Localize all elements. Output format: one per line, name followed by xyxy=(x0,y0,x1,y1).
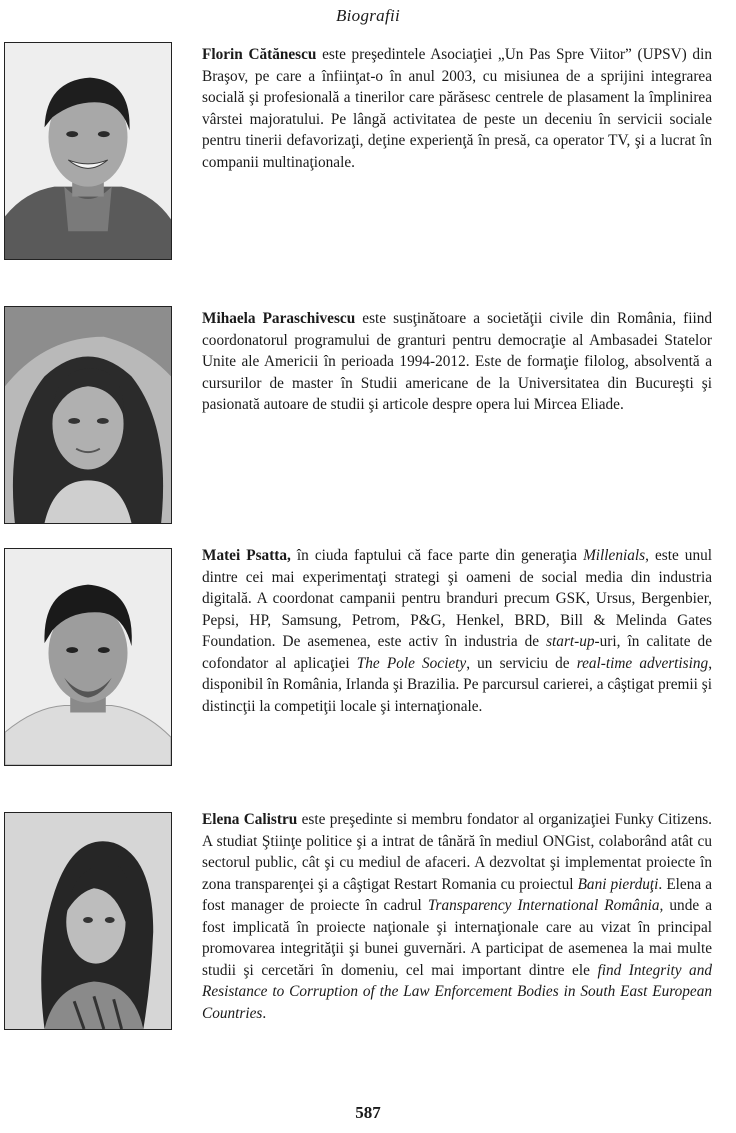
bio-text: , disponibil în România, Irlanda şi Brazilia. Pe parcursul carierei, a câştigat premii şi distincţii la competiţii locale şi internaţionale. xyxy=(202,654,713,715)
bio-name: Mihaela Paraschivescu xyxy=(202,310,356,327)
running-header: Biografii xyxy=(335,6,401,25)
bio-name: Florin Cătănescu xyxy=(202,46,317,63)
bio-text: este preşedintele Asociaţiei „Un Pas Spre Viitor” (UPSV) din Braşov, pe care a înfiinţat-o în anul 2003, cu misiunea de a sprijini integrarea socială şi profesională a tinerilor care părăsesc centrele de plasament la împlinirea vârstei majoratului. Pe lângă activitatea de peste un deceniu în servicii sociale pentru tinerii defavorizaţi, deţine experienţă în presă, ca operator TV, şi a lucrat în companii multinaţionale. xyxy=(202,46,712,171)
bio-text-italic: find Integrity and Resistance to Corruption of the Law Enforcement Bodies in South East European Countries xyxy=(202,961,712,1022)
bio-text-italic: Millenials xyxy=(583,547,646,564)
portrait-matei-psatta xyxy=(4,548,172,766)
bio-mihaela-paraschivescu xyxy=(202,308,712,416)
bio-text: , este unul dintre cei mai experimentaţi strategi şi oameni de social media din industria digitală. A coordonat campanii pentru branduri precum GSK, Ursus, Bergenbier, Pepsi, HP, Samsung, Petrom, P&G, Henkel, BRD, Bill & Melinda Gates Foundation. De asemenea, este activ în industria de xyxy=(202,547,712,650)
bio-florin-catanescu xyxy=(202,44,712,173)
bio-name: Elena Calistru xyxy=(202,811,298,828)
bio-name: Matei Psatta, xyxy=(202,547,291,564)
bio-text-italic: real-time advertising xyxy=(576,654,709,672)
bio-text: . xyxy=(262,1004,267,1022)
bio-text: este preşedinte si membru fondator al organizaţiei Funky Citizens. A studiat Ştiinţe politice şi a intrat de tânără în mediul ONGist, colaborând atât cu sectorul public, cât şi cu mediul de afaceri. A dezvoltat şi implementat proiecte în zona transparenţei şi a câştigat Restart Romania cu proiectul xyxy=(202,811,712,893)
bio-text-italic: Bani pierduţi xyxy=(577,875,659,893)
bio-text: -uri, în calitate de cofondator al aplicaţiei xyxy=(202,633,712,672)
portrait-elena-calistru xyxy=(4,812,172,1030)
bio-text: este susţinătoare a societăţii civile din România, fiind coordonatorul programului de granturi pentru democraţie al Ambasadei Statelor Unite ale Americii în perioada 1994-2012. Este de formaţie filolog, absolventă a cursurilor de master în Studii americane de la Universitatea din Bucureşti şi pasionată autoare de studii şi articole despre opera lui Mircea Eliade. xyxy=(202,310,712,413)
portrait-mihaela-paraschivescu xyxy=(4,306,172,524)
bio-text-italic: The Pole Society xyxy=(356,654,467,672)
bio-text: , un serviciu de xyxy=(466,654,577,672)
bio-text: . Elena a fost manager de proiecte în cadrul xyxy=(202,875,712,914)
bio-text: unde a fost implicată în proiecte naţionale şi internaţionale care au vizat în principal promovarea integrităţii şi bunei guvernări. A participat de asemenea la mai multe studii şi cercetări în domeniu, cel mai important dintre ele xyxy=(202,897,712,979)
portrait-florin-catanescu xyxy=(4,42,172,260)
bio-text: în ciuda faptului că face parte din generaţia xyxy=(290,547,584,564)
page-number: 587 xyxy=(355,1103,381,1122)
bio-text-italic: Transparency International România, xyxy=(427,897,664,914)
bio-text-italic: start-up xyxy=(546,633,595,650)
bio-matei-psatta xyxy=(202,545,712,717)
bio-elena-calistru xyxy=(202,809,712,1024)
